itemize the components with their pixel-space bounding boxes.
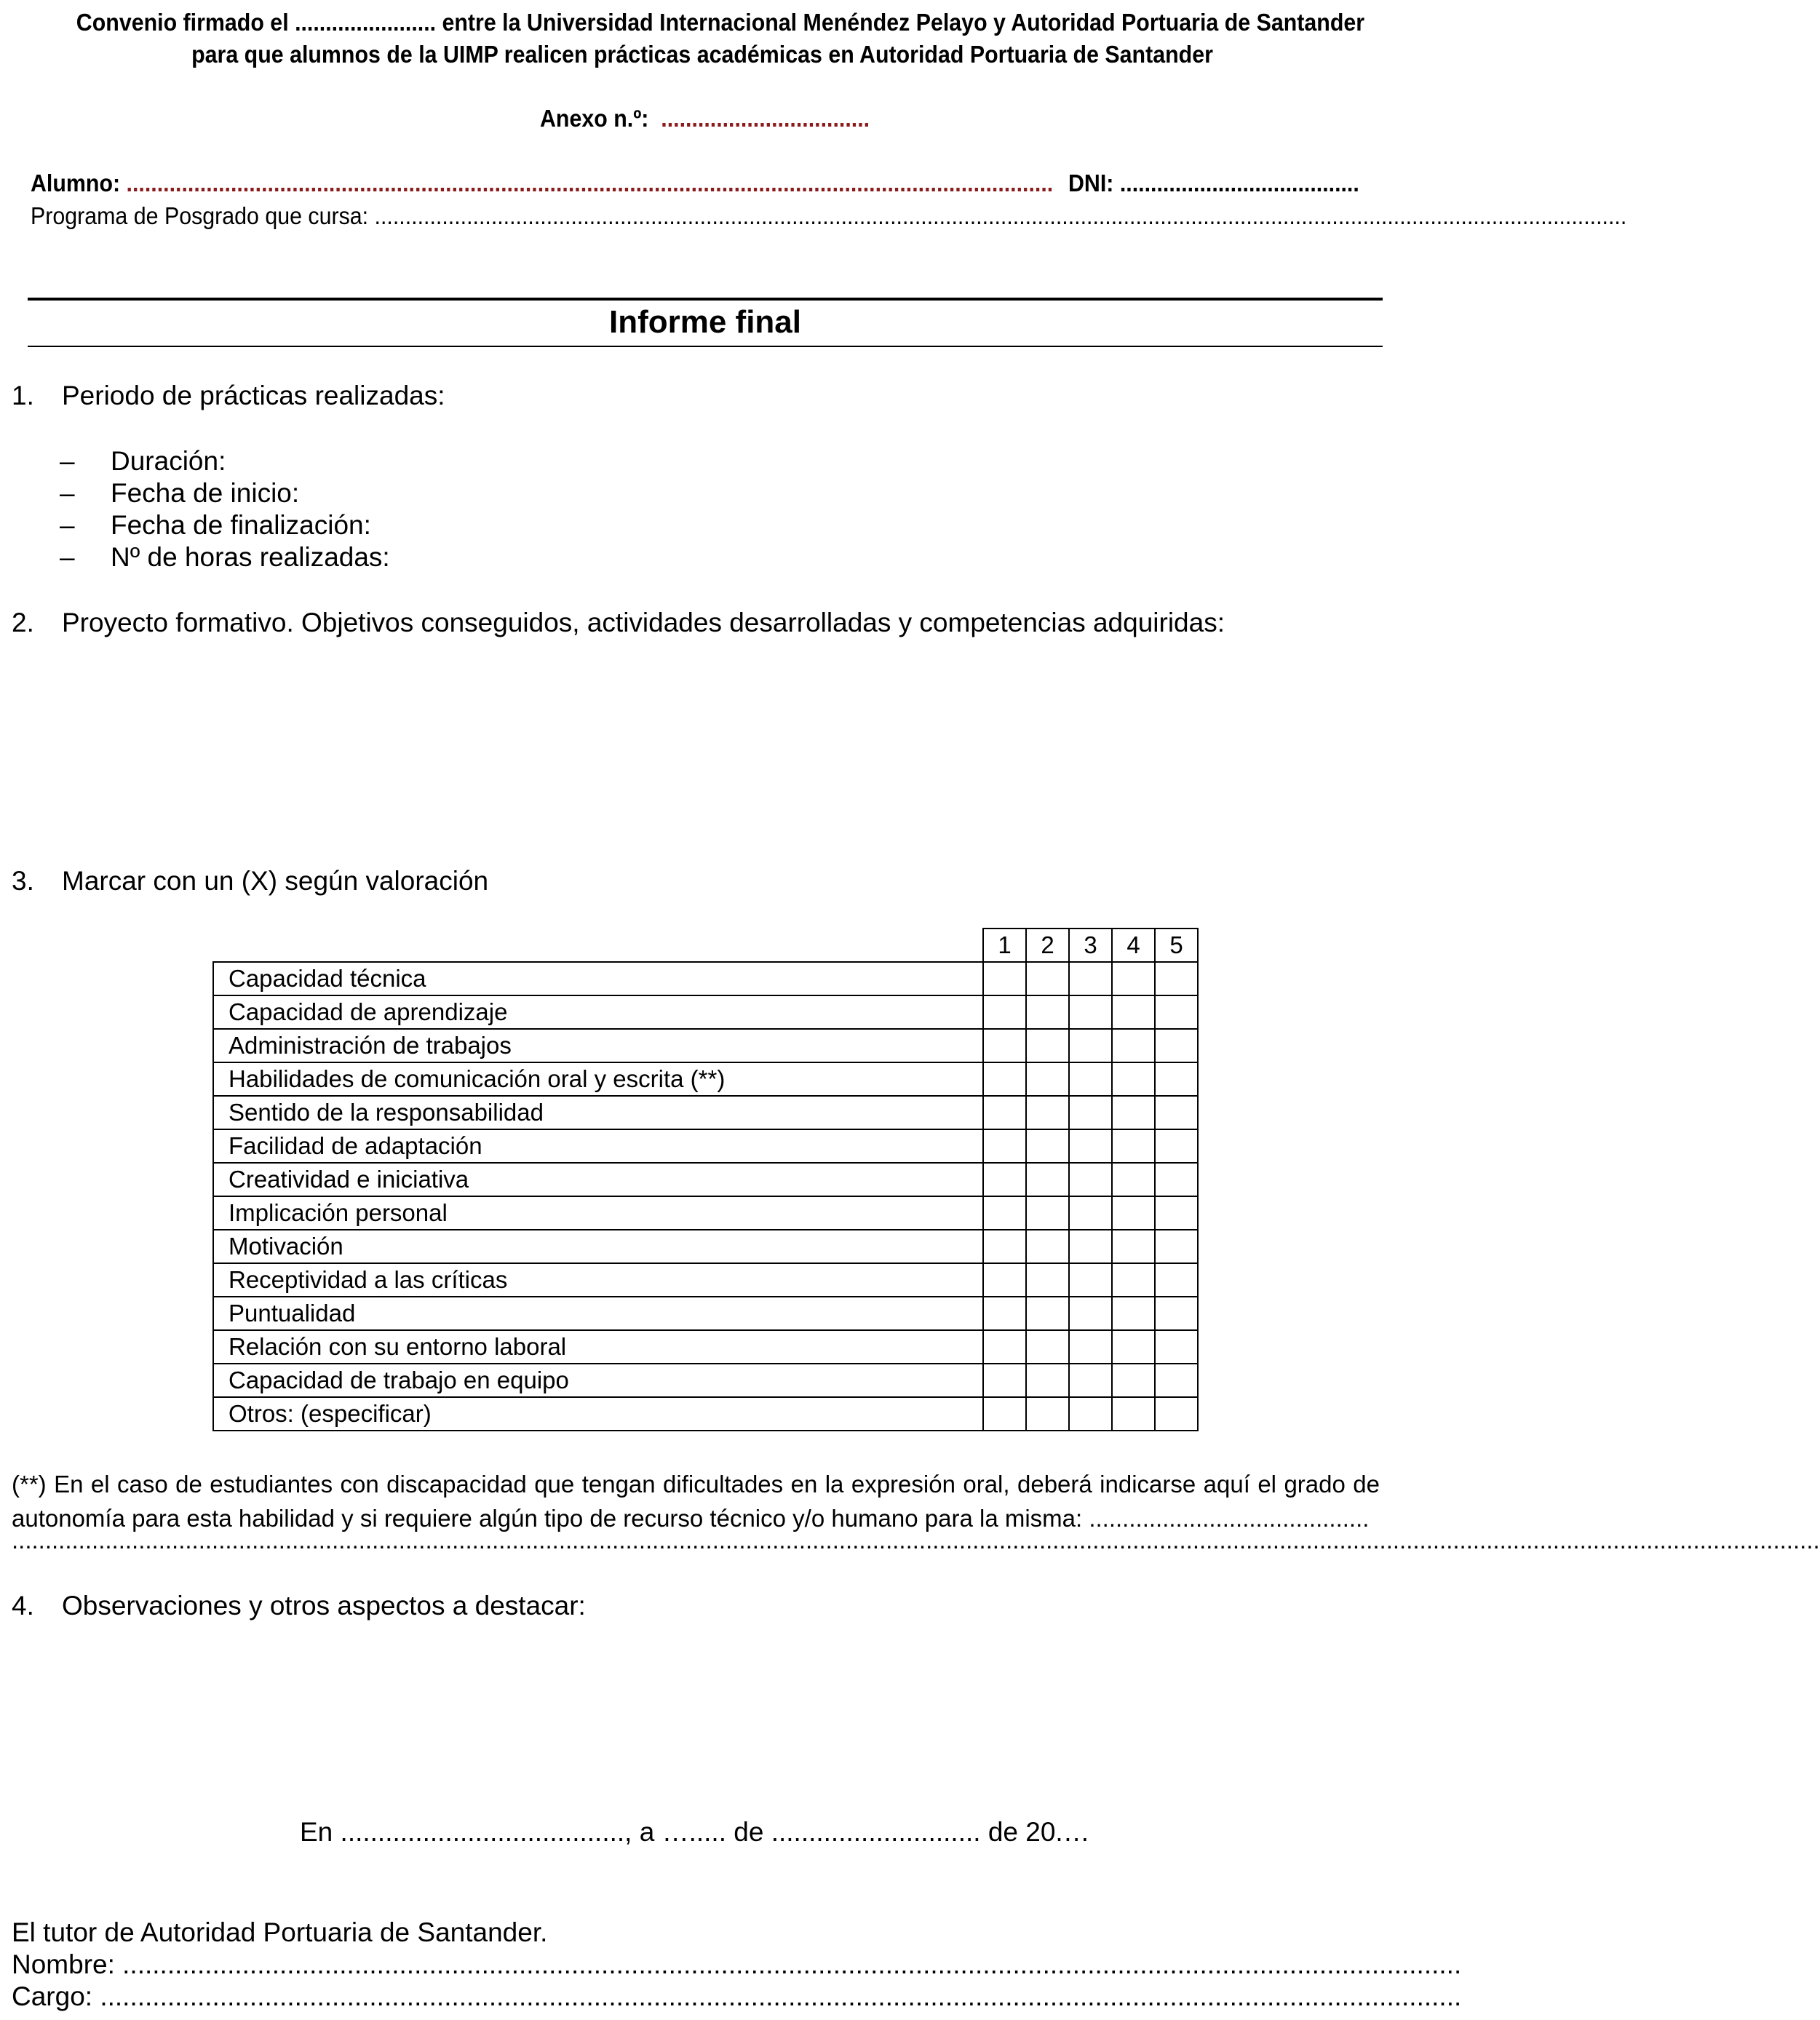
rating-cell[interactable] — [1112, 962, 1155, 995]
criterion-label: Capacidad técnica — [213, 962, 983, 995]
rating-cell[interactable] — [1026, 1297, 1069, 1330]
rating-cell[interactable] — [1026, 962, 1069, 995]
rating-cell[interactable] — [1112, 1330, 1155, 1364]
rating-header-blank — [213, 929, 983, 962]
section-2-title: Proyecto formativo. Objetivos conseguidos, actividades desarrolladas y competencias adquiridas: — [62, 608, 1225, 637]
footnote-dotted-line[interactable]: ............................................................................................................................................................................................................................................................................... — [12, 1527, 1820, 1554]
rating-cell[interactable] — [1069, 1330, 1112, 1364]
rating-cell[interactable] — [1112, 1062, 1155, 1096]
section-1-title: Periodo de prácticas realizadas: — [62, 381, 445, 410]
table-row — [213, 1330, 1198, 1364]
criterion-label: Administración de trabajos — [213, 1029, 983, 1062]
list-dash: – — [60, 478, 75, 508]
scale-header-5: 5 — [1155, 929, 1198, 962]
agreement-header-line1 — [76, 9, 1365, 36]
section-2-number: 2. — [12, 608, 34, 637]
rating-cell[interactable] — [1026, 1096, 1069, 1129]
rating-cell[interactable] — [1112, 1397, 1155, 1431]
rating-cell[interactable] — [983, 1029, 1026, 1062]
rating-cell[interactable] — [1069, 1230, 1112, 1263]
criterion-label: Habilidades de comunicación oral y escrita (**) — [213, 1062, 983, 1096]
rating-cell[interactable] — [983, 962, 1026, 995]
rating-cell[interactable] — [983, 1397, 1026, 1431]
alumno-field[interactable]: ....................................................................................................................................................... — [126, 170, 1054, 196]
rating-cell[interactable] — [1155, 1364, 1198, 1397]
anexo-line — [540, 105, 870, 132]
table-row — [213, 1096, 1198, 1129]
rating-cell[interactable] — [1069, 1163, 1112, 1196]
rating-cell[interactable] — [983, 1330, 1026, 1364]
rating-scale-row — [213, 929, 1198, 962]
rating-cell[interactable] — [1026, 1330, 1069, 1364]
rating-cell[interactable] — [1112, 1297, 1155, 1330]
rating-cell[interactable] — [1112, 1263, 1155, 1297]
rating-cell[interactable] — [1112, 995, 1155, 1029]
rating-cell[interactable] — [1026, 1263, 1069, 1297]
cargo-field[interactable]: Cargo: ...................................................................................................................................................................................... — [12, 1981, 1462, 2011]
agreement-text-a: Convenio firmado el — [76, 9, 295, 36]
rating-cell[interactable] — [1026, 1062, 1069, 1096]
rating-cell[interactable] — [1026, 995, 1069, 1029]
criterion-label: Implicación personal — [213, 1196, 983, 1230]
scale-header-3: 3 — [1069, 929, 1112, 962]
rating-cell[interactable] — [1155, 1163, 1198, 1196]
rating-cell[interactable] — [1026, 1397, 1069, 1431]
agreement-header-line2: para que alumnos de la UIMP realicen prácticas académicas en Autoridad Portuaria de Santander — [191, 41, 1213, 68]
criterion-label: Sentido de la responsabilidad — [213, 1096, 983, 1129]
rating-cell[interactable] — [1112, 1364, 1155, 1397]
table-row — [213, 1062, 1198, 1096]
disability-footnote: (**) En el caso de estudiantes con discapacidad que tengan dificultades en la expresión oral, deberá indicarse aquí el grado de autonomía para esta habilidad y si requiere algún tipo de recurso técnico y/o humano para la misma: .......................................... — [12, 1471, 1380, 1532]
rating-cell[interactable] — [1026, 1129, 1069, 1163]
rating-cell[interactable] — [1112, 1163, 1155, 1196]
rating-cell[interactable] — [1155, 1196, 1198, 1230]
criterion-label: Creatividad e iniciativa — [213, 1163, 983, 1196]
dni-field[interactable]: ....................................... — [1119, 170, 1359, 196]
table-row — [213, 1397, 1198, 1431]
duracion-label: Duración: — [111, 446, 226, 476]
nombre-field[interactable]: Nombre: ................................................................................................................................................................................... — [12, 1949, 1462, 1979]
page-title: Informe final — [608, 304, 802, 340]
table-row — [213, 1163, 1198, 1196]
rating-cell[interactable] — [1069, 1096, 1112, 1129]
table-row — [213, 1230, 1198, 1263]
rating-cell[interactable] — [1155, 1129, 1198, 1163]
rating-cell[interactable] — [983, 1230, 1026, 1263]
rating-cell[interactable] — [1026, 1364, 1069, 1397]
rating-cell[interactable] — [1112, 1230, 1155, 1263]
criterion-label: Motivación — [213, 1230, 983, 1263]
rating-cell[interactable] — [1069, 1364, 1112, 1397]
rating-cell[interactable] — [1155, 962, 1198, 995]
tutor-label: El tutor de Autoridad Portuaria de Santander. — [12, 1917, 548, 1947]
rating-cell[interactable] — [1155, 1230, 1198, 1263]
rating-cell[interactable] — [1026, 1029, 1069, 1062]
criterion-label: Capacidad de trabajo en equipo — [213, 1364, 983, 1397]
rating-cell[interactable] — [1155, 1029, 1198, 1062]
alumno-line — [31, 170, 1053, 197]
rating-cell[interactable] — [1069, 1196, 1112, 1230]
section-4-title: Observaciones y otros aspectos a destacar: — [62, 1591, 586, 1621]
rating-cell[interactable] — [1112, 1029, 1155, 1062]
rating-cell[interactable] — [983, 1062, 1026, 1096]
criterion-label: Receptividad a las críticas — [213, 1263, 983, 1297]
rating-cell[interactable] — [1155, 1062, 1198, 1096]
table-row — [213, 1029, 1198, 1062]
rating-cell[interactable] — [1069, 1029, 1112, 1062]
scale-header-2: 2 — [1026, 929, 1069, 962]
criterion-label: Relación con su entorno laboral — [213, 1330, 983, 1364]
dni-label: DNI: — [1068, 170, 1114, 196]
rating-cell[interactable] — [1112, 1096, 1155, 1129]
rating-cell[interactable] — [1155, 1330, 1198, 1364]
section-3-number: 3. — [12, 866, 34, 896]
criterion-label: Otros: (especificar) — [213, 1397, 983, 1431]
programa-label: Programa de Posgrado que cursa: — [31, 202, 369, 229]
rating-cell[interactable] — [1069, 1129, 1112, 1163]
title-top-rule — [28, 298, 1383, 301]
scale-header-1: 1 — [983, 929, 1026, 962]
criterion-label: Capacidad de aprendizaje — [213, 995, 983, 1029]
fecha-inicio-label: Fecha de inicio: — [111, 478, 300, 508]
rating-cell[interactable] — [1069, 962, 1112, 995]
rating-cell[interactable] — [1069, 995, 1112, 1029]
rating-cell[interactable] — [983, 1129, 1026, 1163]
programa-field[interactable]: ............................................................................................................................................................................................................ — [374, 202, 1627, 229]
anexo-field[interactable]: .................................. — [661, 105, 870, 132]
rating-cell[interactable] — [1069, 1297, 1112, 1330]
rating-cell[interactable] — [1026, 1163, 1069, 1196]
rating-cell[interactable] — [983, 1364, 1026, 1397]
rating-cell[interactable] — [1155, 1096, 1198, 1129]
rating-cell[interactable] — [1069, 1062, 1112, 1096]
table-row — [213, 1364, 1198, 1397]
list-dash: – — [60, 510, 75, 540]
place-date-line[interactable]: En ......................................, a …..... de ............................ de 20.… — [300, 1817, 1090, 1847]
list-dash: – — [60, 446, 75, 476]
fecha-finalizacion-label: Fecha de finalización: — [111, 510, 371, 540]
rating-cell[interactable] — [983, 1297, 1026, 1330]
table-row — [213, 1196, 1198, 1230]
agreement-text-b: entre la Universidad Internacional Menéndez Pelayo y Autoridad Portuaria de Santander — [436, 9, 1365, 36]
anexo-label: Anexo n.º: — [540, 105, 649, 132]
rating-cell[interactable] — [1155, 1397, 1198, 1431]
section-1-number: 1. — [12, 381, 34, 410]
horas-realizadas-label: Nº de horas realizadas: — [111, 542, 390, 572]
criterion-label: Puntualidad — [213, 1297, 983, 1330]
criterion-label: Facilidad de adaptación — [213, 1129, 983, 1163]
rating-cell[interactable] — [1026, 1196, 1069, 1230]
table-row — [213, 1297, 1198, 1330]
scale-header-4: 4 — [1112, 929, 1155, 962]
title-bottom-rule — [28, 346, 1383, 347]
rating-cell[interactable] — [983, 1163, 1026, 1196]
table-row — [213, 1263, 1198, 1297]
rating-table — [212, 928, 1199, 1431]
rating-cell[interactable] — [983, 1196, 1026, 1230]
rating-cell[interactable] — [1112, 1196, 1155, 1230]
table-row — [213, 1129, 1198, 1163]
rating-cell[interactable] — [1112, 1129, 1155, 1163]
rating-cell[interactable] — [1026, 1230, 1069, 1263]
rating-cell[interactable] — [983, 995, 1026, 1029]
table-row — [213, 962, 1198, 995]
agreement-date-field[interactable]: ....................... — [295, 9, 437, 36]
rating-cell[interactable] — [983, 1263, 1026, 1297]
section-4-number: 4. — [12, 1591, 34, 1621]
dni-line — [1068, 170, 1359, 197]
rating-cell[interactable] — [1069, 1397, 1112, 1431]
table-row — [213, 995, 1198, 1029]
rating-cell[interactable] — [1155, 995, 1198, 1029]
rating-cell[interactable] — [1155, 1297, 1198, 1330]
rating-cell[interactable] — [1069, 1263, 1112, 1297]
rating-cell[interactable] — [1155, 1263, 1198, 1297]
list-dash: – — [60, 542, 75, 572]
rating-cell[interactable] — [983, 1096, 1026, 1129]
alumno-label: Alumno: — [31, 170, 121, 196]
section-3-title: Marcar con un (X) según valoración — [62, 866, 489, 896]
programa-line — [31, 202, 1626, 230]
